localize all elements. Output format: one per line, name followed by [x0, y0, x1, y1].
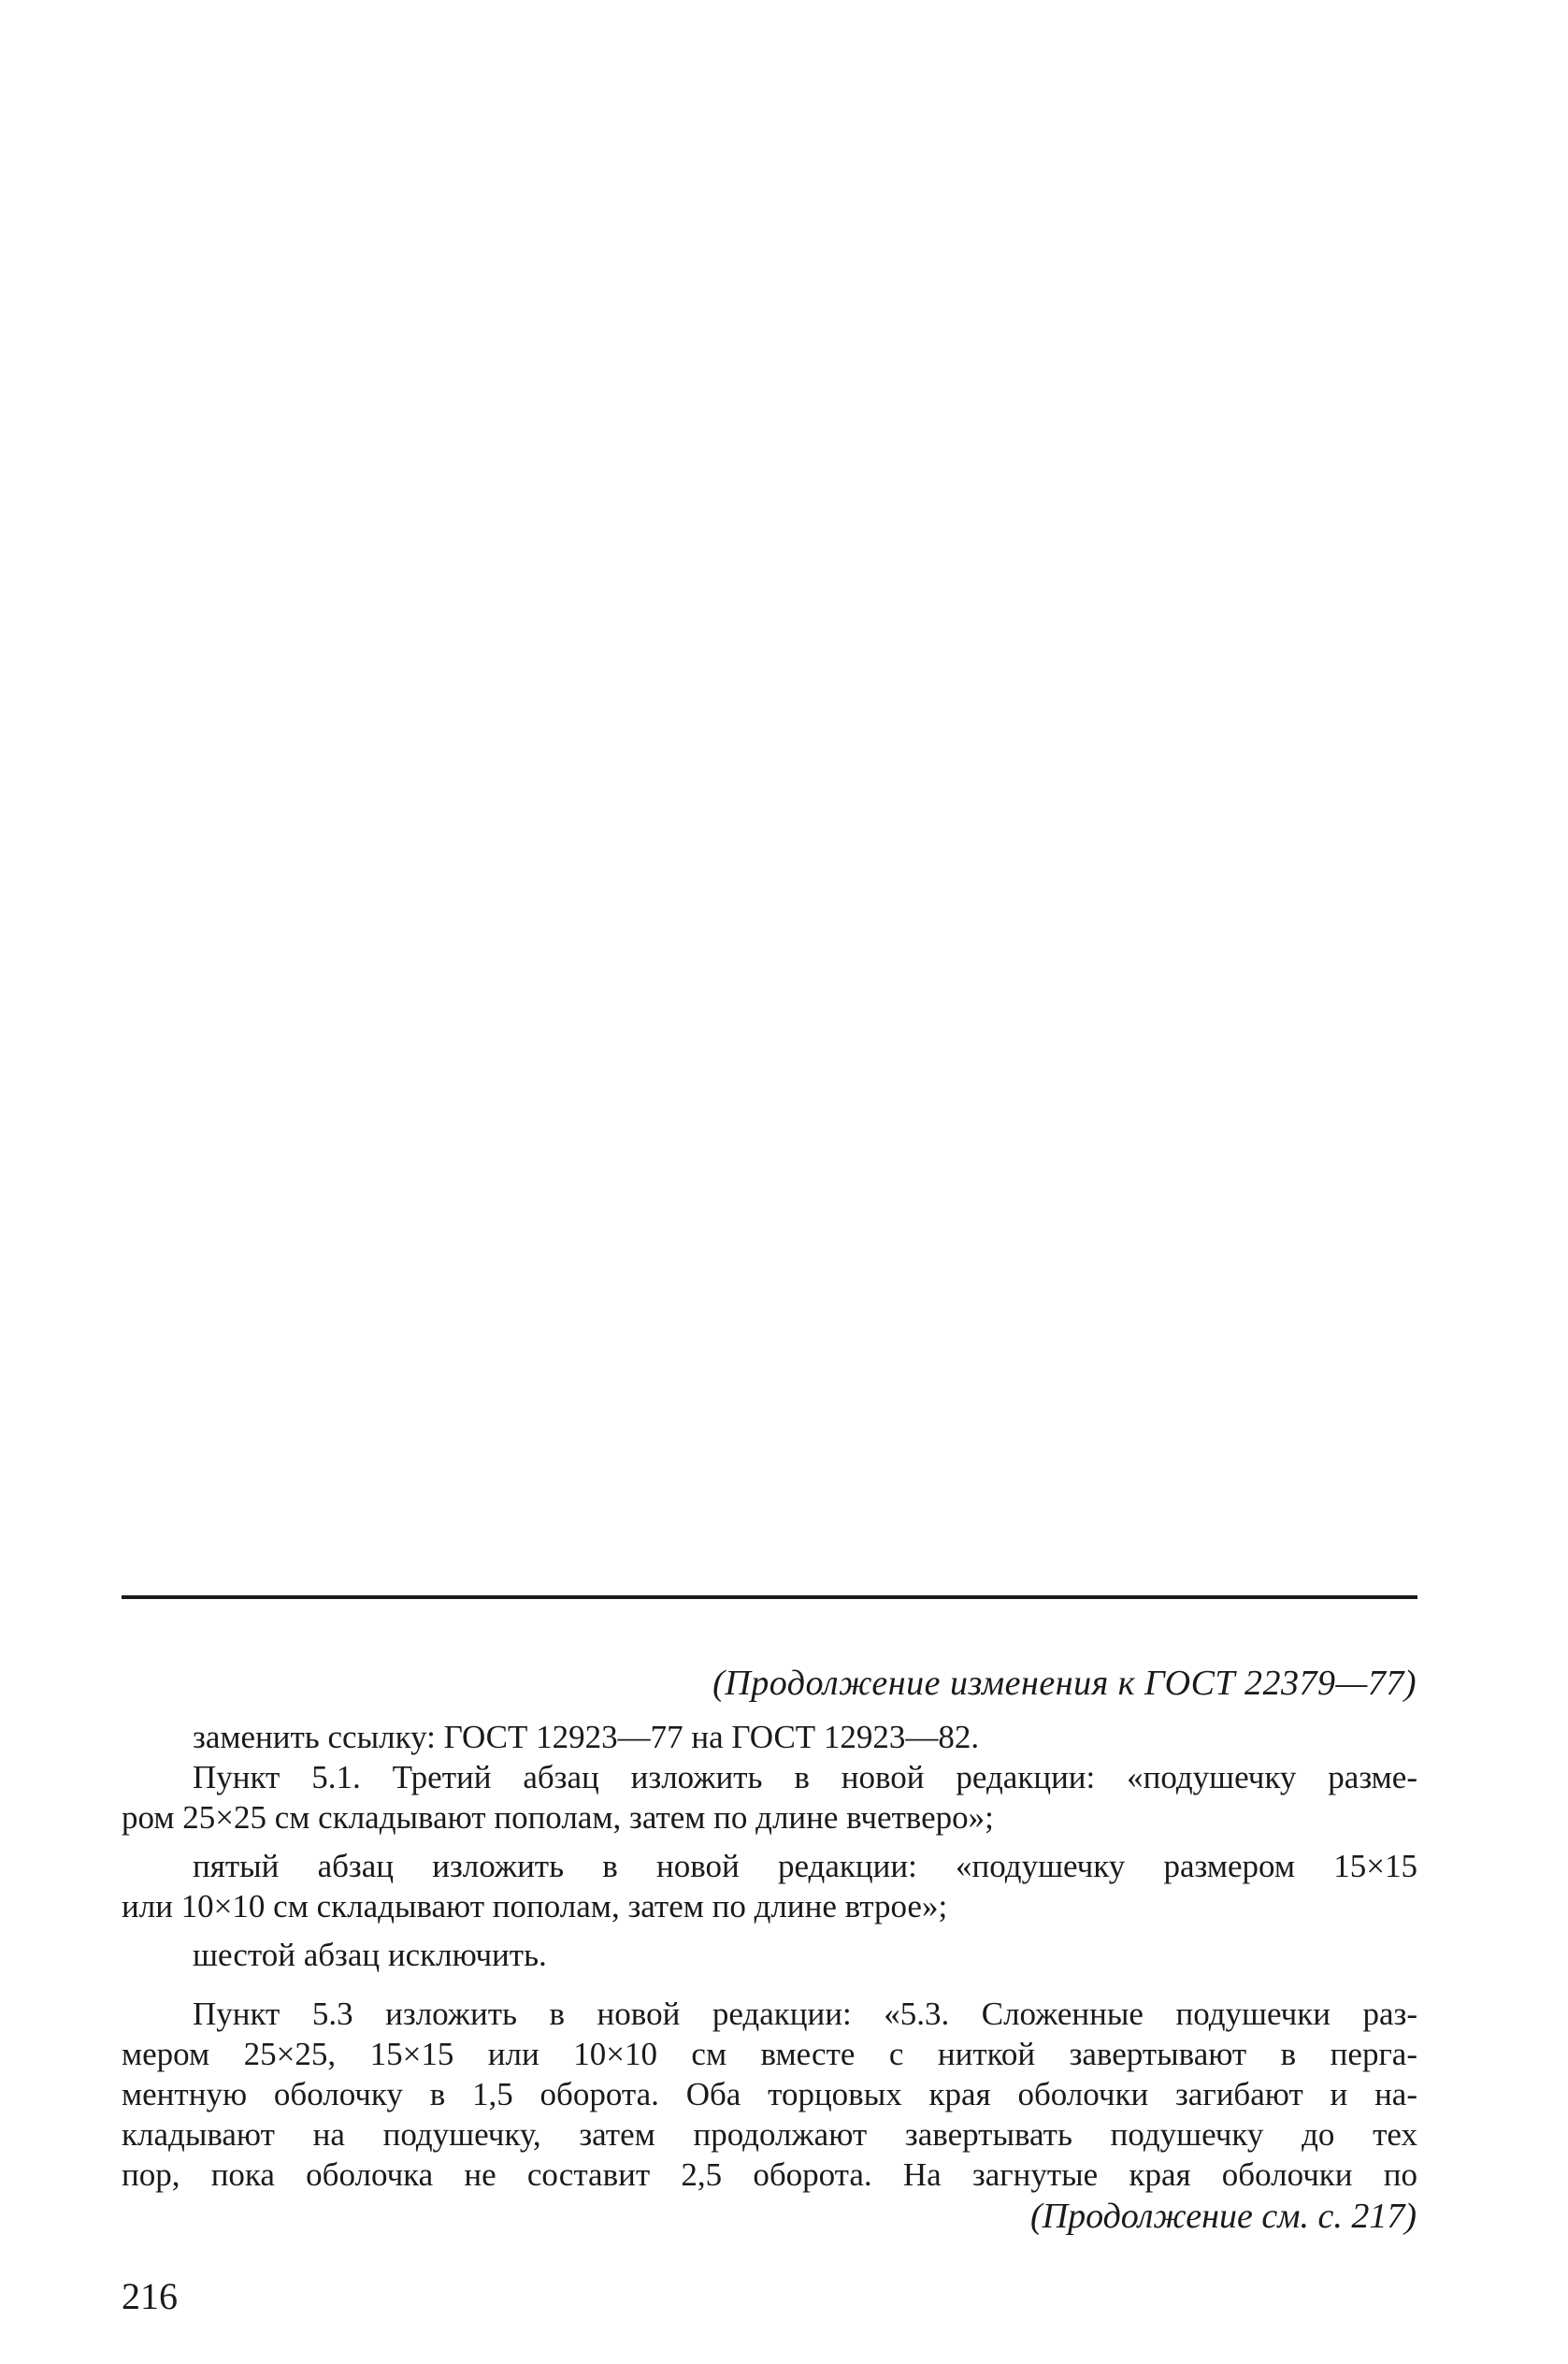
page-number: 216	[122, 2275, 178, 2317]
text-line: кладывают на подушечку, затем продолжают завертывать подушечку до тех	[122, 2116, 1417, 2153]
text-line: Пункт 5.3 изложить в новой редакции: «5.3. Сложенные подушечки раз-	[193, 1996, 1417, 2032]
text-line: ментную оболочку в 1,5 оборота. Оба торцовых края оболочки загибают и на-	[122, 2076, 1417, 2112]
text-line: шестой абзац исключить.	[193, 1937, 547, 1973]
continuation-footer: (Продолжение см. с. 217)	[1029, 2197, 1417, 2236]
continuation-header: (Продолжение изменения к ГОСТ 22379—77)	[712, 1664, 1417, 1703]
text-line: пятый абзац изложить в новой редакции: «подушечку размером 15×15	[193, 1848, 1417, 1884]
top-rule	[122, 1595, 1417, 1599]
text-line: пор, пока оболочка не составит 2,5 оборота. На загнутые края оболочки по	[122, 2156, 1417, 2193]
text-line: ром 25×25 см складывают пополам, затем по длине вчетверо»;	[122, 1799, 994, 1836]
text-line: мером 25×25, 15×15 или 10×10 см вместе с ниткой завертывают в перга-	[122, 2036, 1417, 2072]
text-line: заменить ссылку: ГОСТ 12923—77 на ГОСТ 12923—82.	[193, 1719, 980, 1755]
text-line: или 10×10 см складывают пополам, затем по длине втрое»;	[122, 1888, 948, 1924]
body-text	[122, 1717, 1417, 2195]
text-line: Пункт 5.1. Третий абзац изложить в новой редакции: «подушечку разме-	[193, 1759, 1417, 1795]
